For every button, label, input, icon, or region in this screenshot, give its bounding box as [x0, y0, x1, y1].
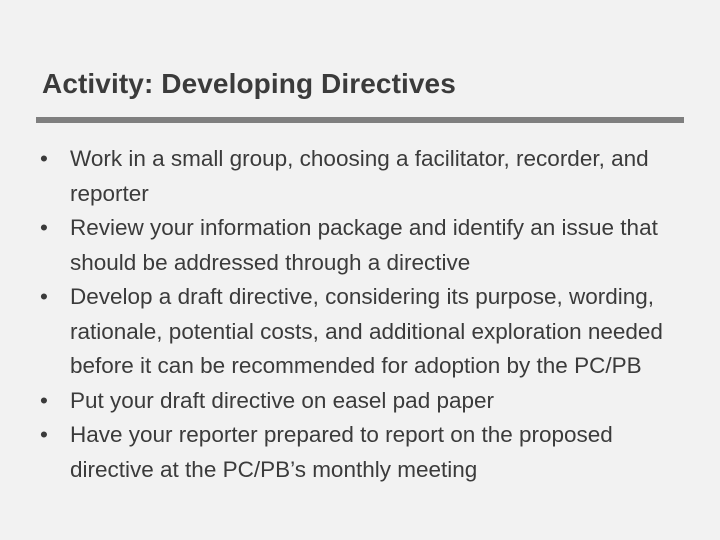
bullet-icon: • [40, 215, 48, 240]
bullet-icon: • [40, 422, 48, 447]
bullet-text: Review your information package and identify an issue that should be addressed through a directive [70, 215, 658, 275]
bullet-icon: • [40, 146, 48, 171]
bullet-text: Have your reporter prepared to report on the proposed directive at the PC/PB’s monthly meeting [70, 422, 613, 482]
title-divider [36, 117, 684, 123]
bullet-item [40, 418, 680, 487]
bullet-item [40, 211, 680, 280]
bullet-icon: • [40, 284, 48, 309]
bullet-item [40, 142, 680, 211]
slide-title: Activity: Developing Directives [42, 68, 456, 99]
bullet-text: Put your draft directive on easel pad paper [70, 387, 495, 413]
bullet-text: Develop a draft directive, considering its purpose, wording, rationale, potential costs, and additional exploration needed before it can be recommended for adoption by the PC/PB [70, 284, 663, 378]
bullet-item [40, 384, 680, 419]
bullet-list [40, 142, 680, 487]
bullet-icon: • [40, 387, 48, 413]
bullet-text: Work in a small group, choosing a facilitator, recorder, and reporter [70, 146, 649, 206]
bullet-item [40, 280, 680, 384]
